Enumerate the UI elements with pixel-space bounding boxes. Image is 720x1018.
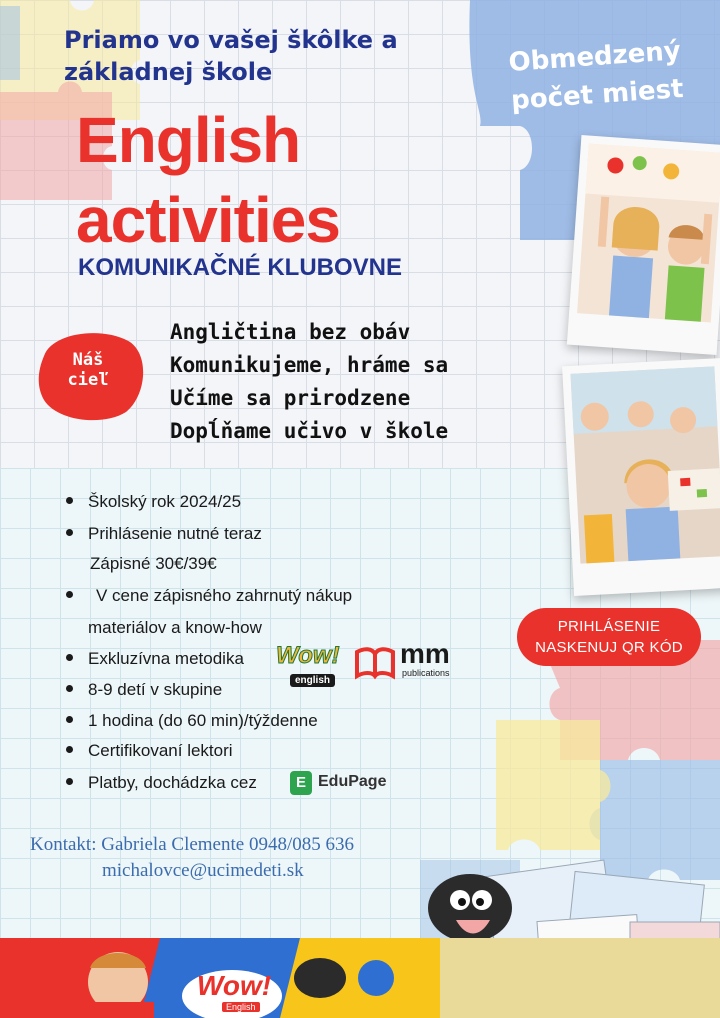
wow-logo-sub: english (290, 674, 335, 687)
bottom-wow-logo: Wow! (196, 970, 272, 1001)
limited-line-2: počet miest (510, 73, 685, 116)
info-item-price-includes-cont: materiálov a know-how (88, 618, 262, 637)
bullet (66, 778, 73, 785)
bullet (66, 529, 73, 536)
title-line-1: English (76, 104, 301, 176)
info-item-signup-now (66, 524, 262, 544)
info-item-group-size (66, 680, 222, 700)
edupage-icon: E (290, 771, 312, 795)
limited-line-1: Obmedzený (507, 36, 682, 79)
info-text: Prihlásenie nutné teraz (88, 524, 262, 543)
info-text: Platby, dochádzka cez (88, 773, 257, 792)
info-item-fee: Zápisné 30€/39€ (90, 554, 217, 573)
info-text: Exkluzívna metodika (88, 649, 244, 668)
puzzle-piece-blue-left (0, 6, 20, 80)
info-item-price-includes (66, 586, 352, 606)
subtitle-line-1: Priamo vo vašej škôlke a (64, 26, 398, 54)
bottom-decorative-strip (0, 938, 720, 1018)
contact-line: Kontakt: Gabriela Clemente 0948/085 636 (30, 834, 354, 855)
main-title (76, 104, 340, 256)
info-text: V cene zápisného zahrnutý nákup (96, 586, 353, 605)
goals-list (170, 316, 448, 448)
kids-illustration-1 (567, 135, 720, 355)
bullet (66, 591, 73, 598)
goal-item: Komunikujeme, hráme sa (170, 353, 449, 377)
info-item-duration (66, 711, 318, 731)
our-goal-badge (34, 326, 146, 422)
subtitle-line-2: základnej škole (64, 58, 273, 86)
bottom-wow-sub: English (222, 1002, 260, 1012)
photo-kids-drawing (562, 358, 720, 596)
info-item-payments (66, 773, 257, 793)
our-goal-text (48, 350, 128, 390)
mm-logo-sub: publications (402, 668, 450, 678)
bullet (66, 746, 73, 753)
photo-kids-raising-hands (567, 135, 720, 355)
goal-item: Učíme sa prirodzene (170, 386, 411, 410)
wow-logo-text: Wow! (276, 642, 340, 669)
goal-item: Angličtina bez obáv (170, 320, 411, 344)
bullet (66, 654, 73, 661)
title-line-2: activities (76, 184, 340, 256)
info-text: 8-9 detí v skupine (88, 680, 223, 699)
bullet (66, 685, 73, 692)
mm-publications-logo (354, 638, 464, 684)
signup-line-2: NASKENUJ QR KÓD (535, 639, 683, 656)
subtitle (64, 24, 424, 88)
mm-logo-text: mm (400, 638, 450, 669)
info-text: Certifikovaní lektori (88, 741, 233, 760)
info-text: Školský rok 2024/25 (88, 492, 242, 511)
book-icon (354, 646, 396, 680)
info-text: 1 hodina (do 60 min)/týždenne (88, 711, 318, 730)
limited-places-badge (494, 31, 699, 121)
wow-english-logo (276, 644, 348, 686)
our-goal-line-2: cieľ (67, 370, 109, 390)
our-goal-line-1: Náš (72, 350, 104, 370)
tagline: KOMUNIKAČNÉ KLUBOVNE (78, 254, 402, 281)
goal-item: Dopĺňame učivo v škole (170, 419, 449, 443)
info-item-school-year (66, 492, 241, 512)
bullet (66, 716, 73, 723)
kids-illustration-2 (562, 358, 720, 596)
info-item-method (66, 649, 244, 669)
info-item-lecturers (66, 741, 233, 761)
puzzle-piece-yellow-right (496, 720, 611, 850)
signup-qr-button[interactable] (517, 608, 701, 666)
bullet (66, 497, 73, 504)
edupage-text: EduPage (318, 773, 387, 790)
edupage-logo (290, 771, 400, 797)
contact-email[interactable]: michalovce@ucimedeti.sk (102, 860, 304, 881)
signup-line-1: PRIHLÁSENIE (557, 618, 661, 635)
